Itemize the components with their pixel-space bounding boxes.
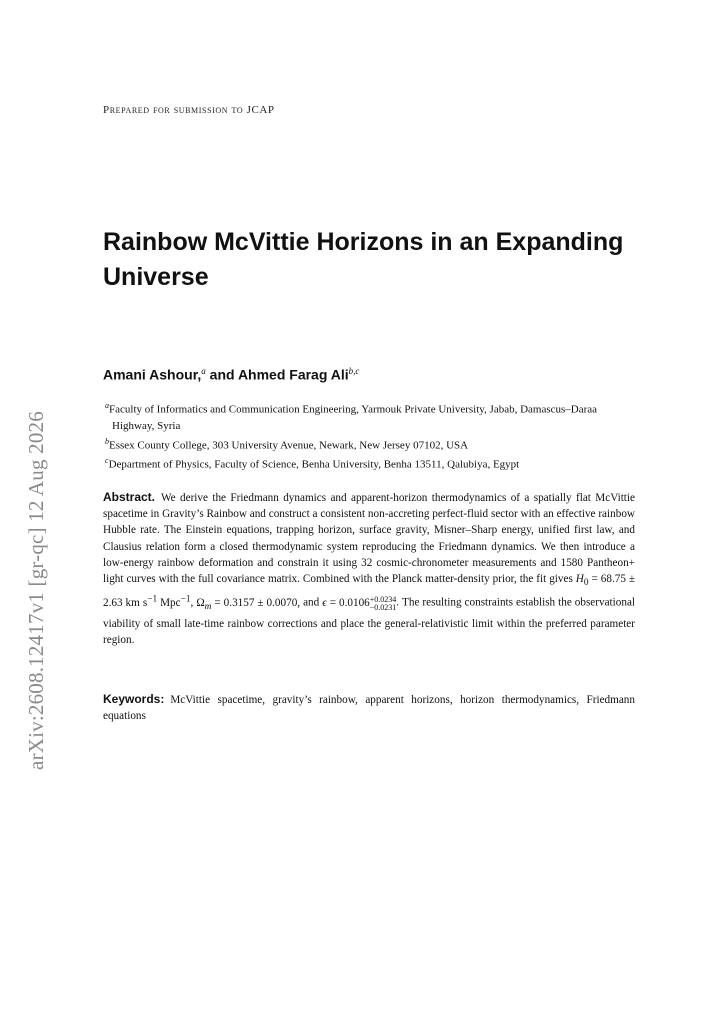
h0-result: $H_0 = 68.75 \pm 2.63$ km $s^{-1}$ Mpc$^{-1}$ [103, 573, 636, 610]
keywords-block [103, 691, 635, 724]
affiliation-b-mark: b [105, 436, 109, 446]
author-connector: and [205, 366, 238, 383]
author-name-2: Ahmed Farag Ali [237, 366, 349, 383]
author-1-affiliation-mark: a [201, 366, 206, 376]
abstract-text-main: We derive the Friedmann dynamics and apparent-horizon thermodynamics of a spatially flat McVittie spacetime in Gravity’s Rainbow and construct a consistent non-accreting perfect-fluid sector with an effective rainbow Hubble rate. The Einstein equations, trapping horizon, surface gravity, Misner–Sharp energy, unified first law, and Clausius relation form a closed thermodynamic system reproducing the Friedmann dynamics. We then introduce a low-energy rainbow deformation and constrain it using 32 cosmic-chronometer measurements and 1580 Pantheon+ light curves with the full covariance matrix. Combined with the Planck matter-density prior, the fit gives [103, 492, 635, 586]
abstract-text-end: . The resulting constraints establish the observational viability of small late-time rainbow corrections and place the general-relativistic limit within the preferred parameter region. [103, 597, 636, 646]
omega-m-result: $\Omega_m = 0.3157 \pm 0.0070$, [196, 597, 301, 613]
author-line [103, 366, 359, 383]
author-name-1: Amani Ashour, [103, 366, 202, 383]
abstract-label: Abstract. [103, 490, 156, 504]
affiliation-b-text: Essex County College, 303 University Avenue, Newark, New Jersey 07102, USA [109, 439, 469, 452]
abstract-block: Abstract. We derive the Friedmann dynamics and apparent-horizon thermodynamics of a spatially flat McVittie spacetime in Gravity’s Rainbow and construct a consistent non-accreting perfect-fluid sector with an effective rainbow Hubble rate. The Einstein equations, trapping horizon, surface gravity, Misner–Sharp energy, unified first law, and Clausius relation form a closed thermodynamic system reproducing the Friedmann dynamics. We then introduce a low-energy rainbow deformation and constrain it using 32 cosmic-chronometer measurements and 1580 Pantheon+ light curves with the full covariance matrix. Combined with the Planck matter-density prior, the fit gives $H_0 = 68.75 \pm 2.63$ km $s^{-1}$ Mpc$^{-1}$, $\Omega_m = 0.3157 \pm 0.0070$, and ϵ = 0.0106 +0.0234 −0.0231 . The resulting constraints establish the observational viability of small late-time rainbow corrections and place the general-relativistic limit within the preferred parameter region. [103, 490, 636, 646]
affiliation-a-text: Faculty of Informatics and Communication Engineering, Yarmouk Private University, Jabab, Damascus–Daraa Highway, Syria [109, 403, 598, 432]
author-2-affiliation-mark: b,c [348, 366, 360, 376]
affiliation-a [103, 398, 638, 434]
arxiv-identifier-text: arXiv:2608.12417v1 [gr-qc] 12 Aug 2026 [23, 410, 48, 770]
affiliation-c [103, 453, 638, 473]
submission-note: Prepared for submission to JCAP [103, 104, 275, 116]
affiliation-a-mark: a [105, 401, 109, 410]
keywords-text: McVittie spacetime, gravity’s rainbow, apparent horizons, horizon thermodynamics, Friedmann equations [103, 694, 635, 723]
affiliation-c-mark: c [105, 456, 109, 466]
epsilon-result: ϵ = 0.0106 +0.0234 −0.0231 [322, 594, 397, 612]
arxiv-identifier-stamp [16, 380, 56, 800]
affiliation-b [103, 434, 638, 454]
affiliations-list [103, 398, 638, 473]
paper-title: Rainbow McVittie Horizons in an Expanding Universe [103, 228, 624, 291]
affiliation-c-text: Department of Physics, Faculty of Science, Benha University, Benha 13511, Qalubiya, Egypt [108, 458, 520, 471]
keywords-label: Keywords: [103, 692, 165, 706]
